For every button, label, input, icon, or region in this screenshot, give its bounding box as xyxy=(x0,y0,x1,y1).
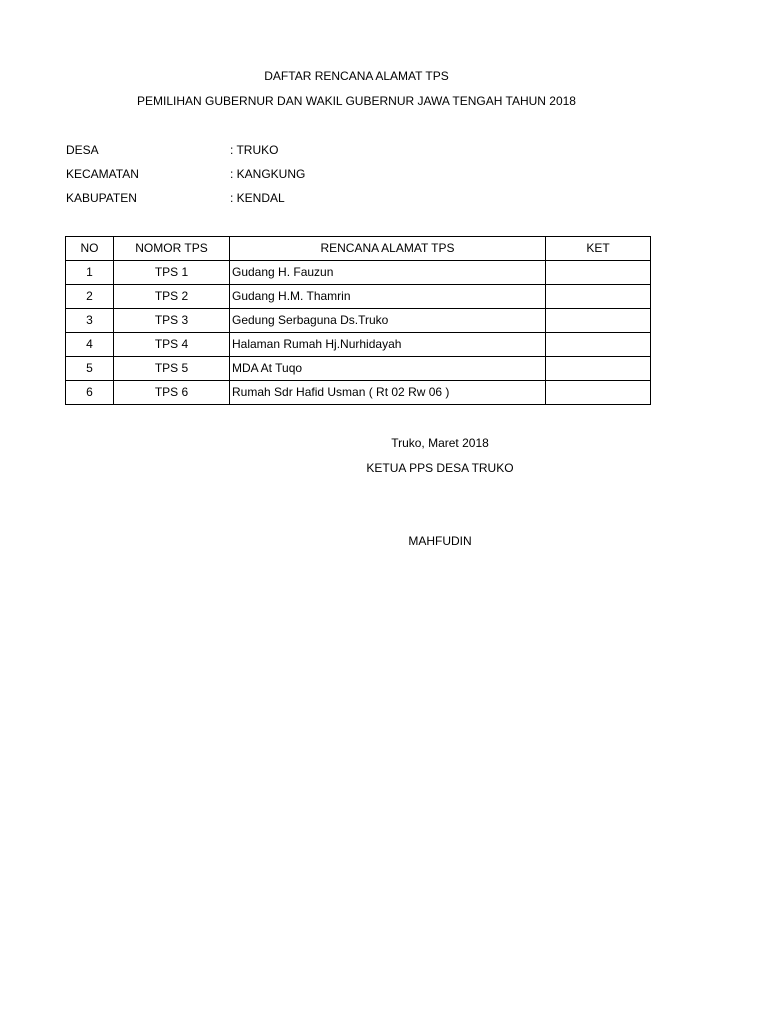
cell-alamat: Gudang H. Fauzun xyxy=(230,261,546,285)
info-label-kecamatan: KECAMATAN xyxy=(66,167,139,181)
info-value-desa: : TRUKO xyxy=(230,143,279,157)
header-ket: KET xyxy=(546,237,651,261)
cell-nomor-tps: TPS 6 xyxy=(114,381,230,405)
cell-nomor-tps: TPS 5 xyxy=(114,357,230,381)
cell-ket xyxy=(546,333,651,357)
cell-alamat: MDA At Tuqo xyxy=(230,357,546,381)
cell-ket xyxy=(546,285,651,309)
table-row xyxy=(66,309,651,333)
table-row xyxy=(66,285,651,309)
cell-no: 1 xyxy=(66,261,114,285)
cell-no: 3 xyxy=(66,309,114,333)
cell-nomor-tps: TPS 1 xyxy=(114,261,230,285)
header-nomor-tps: NOMOR TPS xyxy=(114,237,230,261)
cell-nomor-tps: TPS 4 xyxy=(114,333,230,357)
table-header-row xyxy=(66,237,651,261)
signature-name: MAHFUDIN xyxy=(408,534,472,548)
cell-alamat: Rumah Sdr Hafid Usman ( Rt 02 Rw 06 ) xyxy=(230,381,546,405)
info-label-kabupaten: KABUPATEN xyxy=(66,191,137,205)
info-label-desa: DESA xyxy=(66,143,99,157)
document-title: DAFTAR RENCANA ALAMAT TPS xyxy=(264,69,449,83)
cell-no: 6 xyxy=(66,381,114,405)
table-row xyxy=(66,381,651,405)
cell-alamat: Gedung Serbaguna Ds.Truko xyxy=(230,309,546,333)
cell-ket xyxy=(546,261,651,285)
cell-no: 4 xyxy=(66,333,114,357)
info-value-kecamatan: : KANGKUNG xyxy=(230,167,306,181)
info-value-kabupaten: : KENDAL xyxy=(230,191,285,205)
cell-ket xyxy=(546,357,651,381)
cell-no: 2 xyxy=(66,285,114,309)
cell-ket xyxy=(546,381,651,405)
cell-alamat: Gudang H.M. Thamrin xyxy=(230,285,546,309)
document-subtitle: PEMILIHAN GUBERNUR DAN WAKIL GUBERNUR JAWA TENGAH TAHUN 2018 xyxy=(137,94,576,108)
header-rencana-alamat: RENCANA ALAMAT TPS xyxy=(230,237,546,261)
tps-address-table xyxy=(65,236,651,405)
cell-nomor-tps: TPS 2 xyxy=(114,285,230,309)
table-row xyxy=(66,333,651,357)
cell-ket xyxy=(546,309,651,333)
table-row xyxy=(66,261,651,285)
header-no: NO xyxy=(66,237,114,261)
cell-nomor-tps: TPS 3 xyxy=(114,309,230,333)
cell-alamat: Halaman Rumah Hj.Nurhidayah xyxy=(230,333,546,357)
signature-role: KETUA PPS DESA TRUKO xyxy=(366,461,514,475)
cell-no: 5 xyxy=(66,357,114,381)
signature-place-date: Truko, Maret 2018 xyxy=(391,436,489,450)
table-row xyxy=(66,357,651,381)
